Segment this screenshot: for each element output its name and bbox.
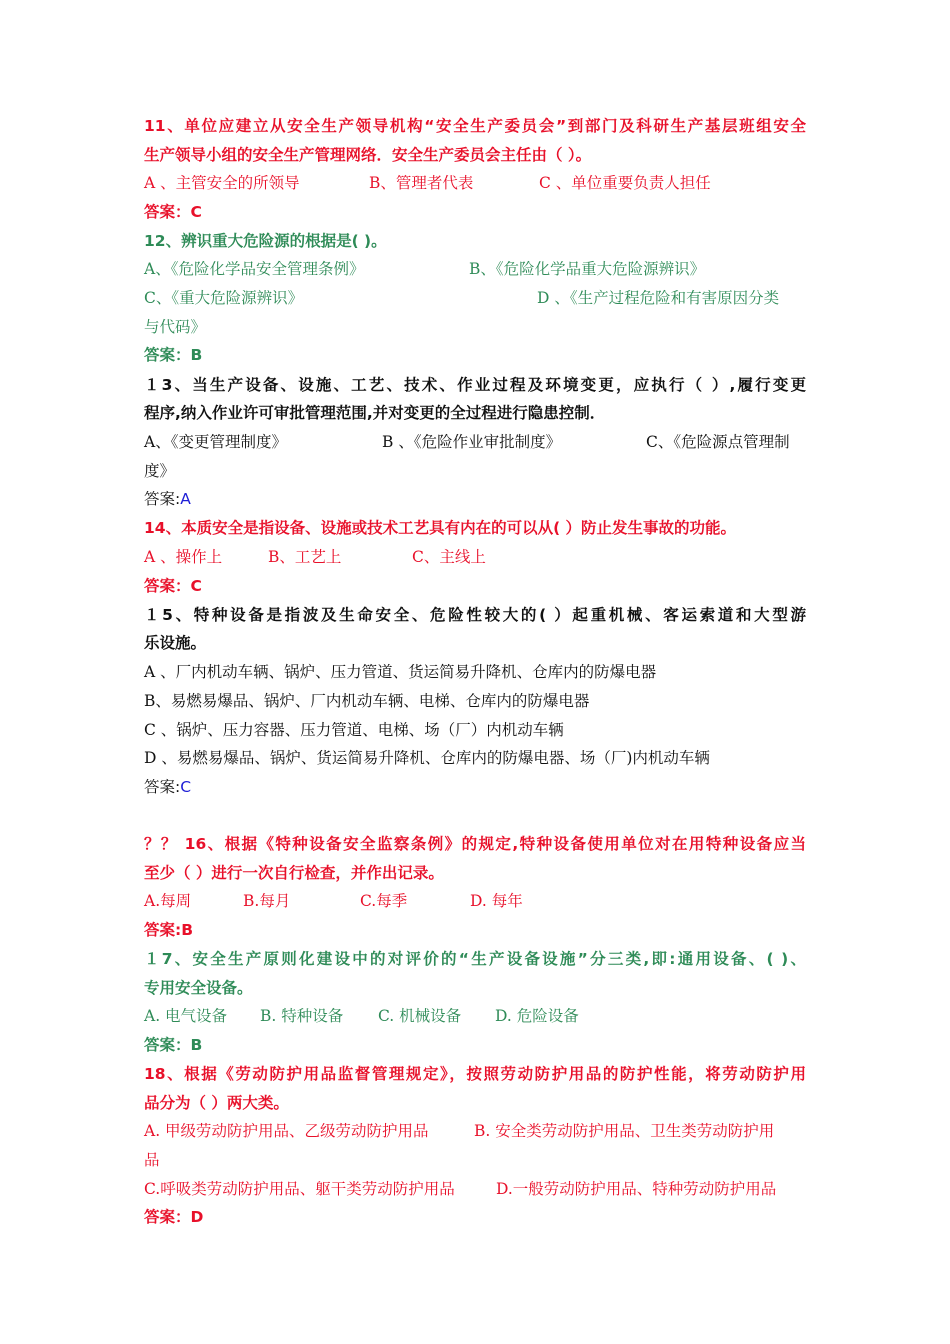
answer-label: 答案： [144, 203, 191, 221]
option-c: C. 机械设备 [378, 1007, 462, 1025]
question-15-answer [144, 777, 191, 797]
option-b: B 、《危险作业审批制度》 [382, 433, 562, 451]
question-16-answer [144, 920, 193, 940]
question-15-option-b: B、易燃易爆品、锅炉、厂内机动车辆、电梯、仓库内的防爆电器 [144, 692, 590, 710]
option-d: D. 危险设备 [495, 1007, 579, 1025]
answer-label: 答案: [144, 921, 182, 939]
question-13-answer [144, 489, 191, 509]
option-c: C、《重大危险源辨识》 [144, 289, 304, 307]
option-c: C、主线上 [412, 548, 486, 566]
option-b: B、《危险化学品重大危险源辨识》 [469, 260, 706, 278]
option-a: A. 甲级劳动防护用品、乙级劳动防护用品 [144, 1122, 429, 1140]
option-d: D. 每年 [470, 892, 523, 910]
question-11-line-1: 11、单位应建立从安全生产领导机构“安全生产委员会”到部门及科研生产基层班组安全 [144, 117, 806, 135]
question-16-line-2: 至少（ ）进行一次自行检查，并作出记录。 [144, 864, 444, 882]
option-b: B. 特种设备 [260, 1007, 344, 1025]
question-17-line-2: 专用安全设备。 [144, 979, 253, 997]
question-11-answer [144, 202, 202, 222]
question-15-line-1: １5、特种设备是指波及生命安全、危险性较大的( ）起重机械、客运索道和大型游 [144, 606, 806, 624]
option-a: A、《变更管理制度》 [144, 433, 287, 451]
option-b: B.每月 [243, 892, 291, 910]
question-11-line-2: 生产领导小组的安全生产管理网络．安全生产委员会主任由（ ）。 [144, 146, 592, 164]
answer-label: 答案： [144, 1036, 191, 1054]
answer-value: A [180, 490, 191, 508]
question-18-line-2: 品分为（ ）两大类。 [144, 1094, 289, 1112]
question-15-line-2: 乐设施。 [144, 634, 207, 652]
question-15-option-d: D 、易燃易爆品、锅炉、货运简易升降机、仓库内的防爆电器、场（厂)内机动车辆 [144, 749, 710, 767]
question-12-answer [144, 345, 202, 365]
question-16-line-1: ？？ 16、根据《特种设备安全监察条例》的规定,特种设备使用单位对在用特种设备应当 [144, 835, 806, 853]
answer-value: B [190, 346, 203, 364]
option-a: A 、主管安全的所领导 [144, 174, 300, 192]
option-d: D.一般劳动防护用品、特种劳动防护用品 [496, 1180, 777, 1198]
question-17-answer [144, 1035, 202, 1055]
question-13-line-1: １3、当生产设备、设施、工艺、技术、作业过程及环境变更，应执行（ ）,履行变更 [144, 376, 806, 394]
answer-label: 答案： [144, 346, 191, 364]
option-c: C、《危险源点管理制 [646, 433, 790, 451]
answer-label: 答案： [144, 1208, 191, 1226]
answer-value: C [190, 203, 202, 221]
answer-value: D [190, 1208, 204, 1226]
option-a: A、《危险化学品安全管理条例》 [144, 260, 365, 278]
question-14-answer [144, 576, 202, 596]
question-15-option-c: C 、锅炉、压力容器、压力管道、电梯、场（厂）内机动车辆 [144, 721, 564, 739]
option-c: C 、单位重要负责人担任 [539, 174, 711, 192]
question-18-line-1: 18、根据《劳动防护用品监督管理规定》，按照劳动防护用品的防护性能，将劳动防护用 [144, 1065, 806, 1083]
question-14-line-1: 14、本质安全是指设备、设施或技术工艺具有内在的可以从( ）防止发生事故的功能。 [144, 519, 737, 537]
option-c: C.每季 [360, 892, 408, 910]
option-b: B、工艺上 [268, 548, 342, 566]
answer-value: B [190, 1036, 203, 1054]
option-a: A. 电气设备 [144, 1007, 228, 1025]
question-13-option-c-cont: 度》 [144, 462, 176, 480]
question-17-line-1: １7、安全生产原则化建设中的对评价的“生产设备设施”分三类,即:通用设备、( )、 [144, 950, 806, 968]
question-12-option-d-cont: 与代码》 [144, 318, 207, 336]
question-12-line-1: 12、辨识重大危险源的根据是( )。 [144, 232, 387, 250]
question-18-answer [144, 1207, 203, 1227]
answer-value: C [180, 778, 192, 796]
answer-label: 答案: [144, 778, 181, 796]
answer-value: C [190, 577, 202, 595]
option-b: B、管理者代表 [369, 174, 474, 192]
question-13-line-2: 程序,纳入作业许可审批管理范围,并对变更的全过程进行隐患控制． [144, 404, 606, 422]
option-c: C.呼吸类劳动防护用品、躯干类劳动防护用品 [144, 1180, 455, 1198]
option-a: A 、操作上 [144, 548, 223, 566]
answer-label: 答案: [144, 490, 181, 508]
question-18-option-b-cont: 品 [144, 1151, 160, 1169]
question-15-option-a: A 、厂内机动车辆、锅炉、压力管道、货运简易升降机、仓库内的防爆电器 [144, 663, 657, 681]
option-a: A.每周 [144, 892, 192, 910]
option-d: D 、《生产过程危险和有害原因分类 [537, 289, 780, 307]
answer-value: B [181, 921, 194, 939]
answer-label: 答案： [144, 577, 191, 595]
option-b: B. 安全类劳动防护用品、卫生类劳动防护用 [474, 1122, 775, 1140]
